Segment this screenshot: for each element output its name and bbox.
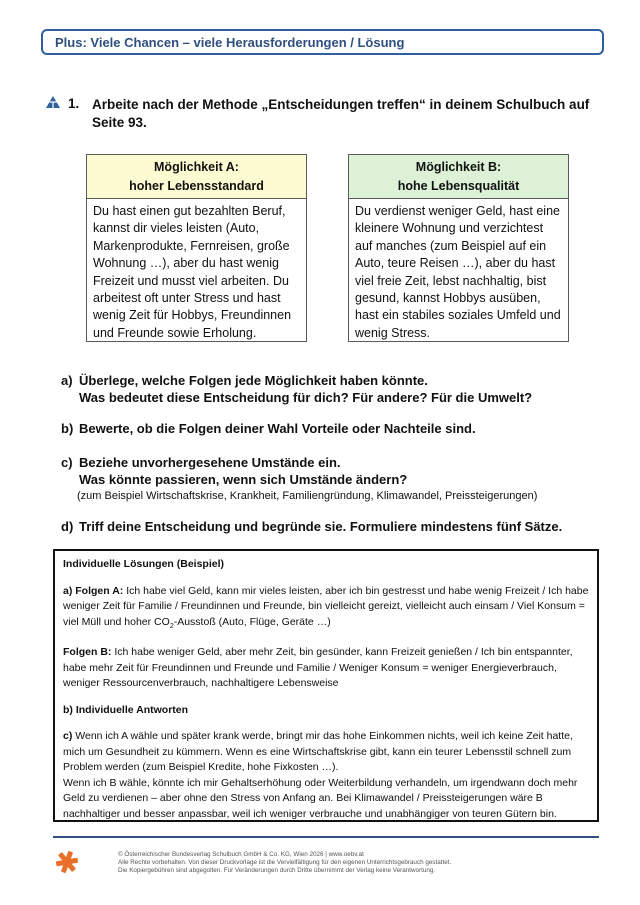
solution-a-text-2: -Ausstoß (Auto, Flüge, Geräte …)	[173, 615, 331, 628]
question-b	[61, 420, 476, 437]
option-b-header	[349, 155, 568, 199]
question-a-line1: Überlege, welche Folgen jede Möglichkeit haben könnte.	[79, 373, 428, 388]
page-title: Plus: Viele Chancen – viele Herausforderungen / Lösung	[55, 35, 405, 50]
solution-folgen-b	[63, 645, 589, 692]
task-instruction: Arbeite nach der Methode „Entscheidungen treffen“ in deinem Schulbuch auf Seite 93.	[92, 97, 590, 130]
solution-a-label: a) Folgen A:	[63, 584, 124, 597]
question-a-line2: Was bedeutet diese Entscheidung für dich? Für andere? Für die Umwelt?	[79, 390, 533, 405]
question-c-line2: Was könnte passieren, wenn sich Umstände ändern?	[79, 472, 408, 487]
option-a-header	[87, 155, 306, 199]
solution-c	[63, 729, 589, 822]
question-c-note: (zum Beispiel Wirtschaftskrise, Krankheit, Familiengründung, Klimawandel, Preissteigerungen)	[77, 490, 538, 502]
option-a-subtitle: hoher Lebensstandard	[129, 179, 264, 193]
option-b-box	[348, 154, 569, 342]
solution-heading: Individuelle Lösungen (Beispiel)	[63, 558, 225, 570]
question-d-label: d)	[61, 519, 74, 534]
solution-b-heading: b) Individuelle Antworten	[63, 703, 189, 716]
solution-folgen-b-label: Folgen B:	[63, 646, 112, 659]
solution-c-label: c)	[63, 730, 73, 743]
publisher-logo-icon	[54, 849, 80, 875]
solution-folgen-b-text: Ich habe weniger Geld, aber mehr Zeit, bin gesünder, kann Freizeit genießen / Ich bin entspannter, habe mehr Zeit für Freundinnen und Freunde und Familie / Weniger Konsum = weniger Energieverbrauch, weniger Ressourcenverbrauch, nachhaltigere Lebensweise	[63, 646, 573, 690]
header-box	[41, 29, 604, 55]
solution-box	[53, 549, 599, 822]
solution-a-sub: 2	[169, 622, 174, 630]
task-number: 1.	[68, 96, 80, 111]
question-b-line1: Bewerte, ob die Folgen deiner Wahl Vorteile oder Nachteile sind.	[79, 421, 476, 436]
question-d-line1: Triff deine Entscheidung und begründe sie. Formuliere mindestens fünf Sätze.	[79, 519, 563, 534]
option-a-title: Möglichkeit A:	[154, 160, 239, 174]
option-b-title: Möglichkeit B:	[415, 160, 502, 174]
question-b-label: b)	[61, 421, 74, 436]
solution-a	[63, 584, 589, 635]
option-b-subtitle: hohe Lebensqualität	[397, 179, 520, 193]
solution-a-text-1: Ich habe viel Geld, kann mir vieles leisten, aber ich bin gestresst und habe wenig Freizeit / Ich habe weniger Zeit für Familie / Freundinnen und Freunde, bin vielleicht gereizt, vielleicht auch einsam / Viel Konsum = viel Müll und hoher CO	[63, 584, 589, 628]
question-c-line1: Beziehe unvorhergesehene Umstände ein.	[79, 455, 341, 470]
footer-line-2: Alle Rechte vorbehalten. Von dieser Druckvorlage ist die Vervielfältigung für den eigenen Unterrichtsgebrauch gestattet.	[118, 859, 452, 866]
question-a	[61, 372, 532, 406]
footer-rule	[53, 836, 599, 838]
footer-copyright	[118, 851, 451, 875]
footer-line-3: Die Kopiergebühren sind abgegolten. Für Veränderungen durch Dritte übernimmt der Verlag keine Verantwortung.	[118, 867, 436, 874]
solution-c-text-1: Wenn ich A wähle und später krank werde, bringt mir das hohe Einkommen nichts, weil ich keine Zeit hatte, mich um Gesundheit zu kümmern. Wenn es eine Wirtschaftskrise gibt, kann ein teurer Lebensstil schnell zum Problem werden (zum Beispiel Kredite, hohe Fixkosten …).	[63, 730, 573, 774]
question-c	[61, 454, 537, 504]
question-d	[61, 518, 562, 535]
question-c-label: c)	[61, 455, 73, 470]
option-a-box	[86, 154, 307, 342]
option-a-text: Du hast einen gut bezahlten Beruf, kannst dir vieles leisten (Auto, Markenprodukte, Fernreisen, große Wohnung …), aber du hast wenig Freizeit und musst viel arbeiten. Du arbeitest oft unter Stress und hast wenig Zeit für Hobbys, Freundinnen und Freunde sowie Erholung.	[93, 204, 292, 340]
question-a-label: a)	[61, 373, 73, 388]
solution-c-text-2: Wenn ich B wähle, könnte ich mir Gehaltserhöhung oder Weiterbildung verhandeln, um irgendwann doch mehr Geld zu verdienen – aber ohne den Stress von Anfang an. Bei Klimawandel / Preissteigerungen wäre B nachhaltiger und besser anpassbar, weil ich weniger verbrauche und unabhängiger von teuren Gütern bin.	[63, 776, 578, 820]
footer-line-1: © Österreichischer Bundesverlag Schulbuch GmbH & Co. KG, Wien 2026 | www.oebv.at	[118, 851, 364, 858]
option-b-text: Du verdienst weniger Geld, hast eine kleinere Wohnung und verzichtest auf manches (zum Beispiel auf ein Auto, teure Reisen …), aber du hast viel freie Zeit, lebst nachhaltig, bist gesund, kannst Hobbys ausüben, hast ein stabiles soziales Umfeld und wenig Stress.	[355, 204, 561, 340]
triangle-level-icon	[46, 96, 60, 108]
